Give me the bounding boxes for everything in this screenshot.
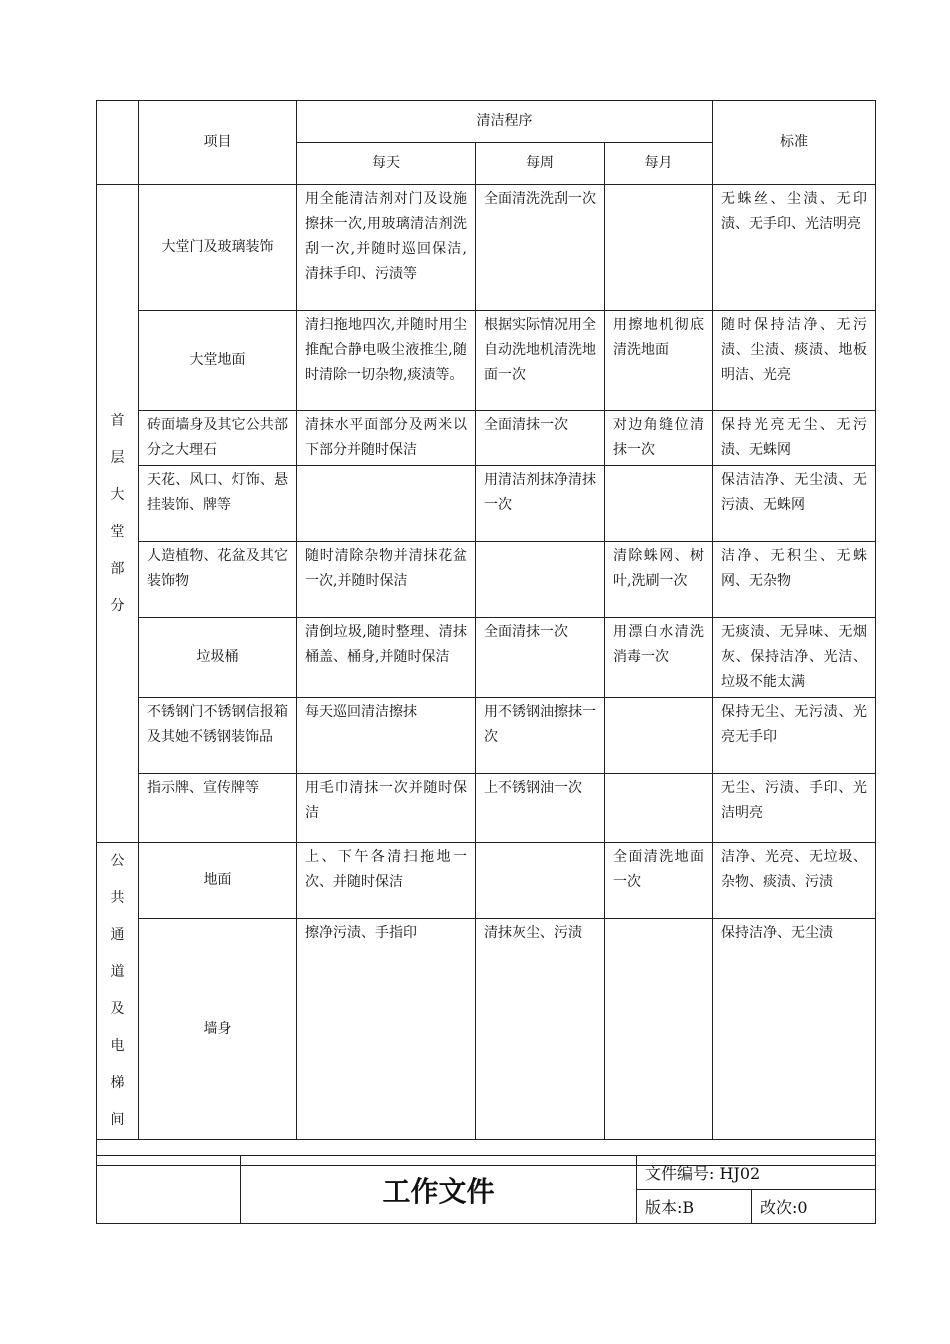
row-daily: 随时清除杂物并清抹花盆一次,并随时保洁 <box>297 542 476 618</box>
row-item: 砖面墙身及其它公共部分之大理石 <box>139 411 297 466</box>
row-daily: 擦净污渍、手指印 <box>297 919 476 1140</box>
row-item: 地面 <box>139 843 297 919</box>
row-monthly <box>605 466 713 542</box>
row-weekly: 全面清抹一次 <box>476 411 605 466</box>
row-daily: 清抹水平面部分及两米以下部分并随时保洁 <box>297 411 476 466</box>
row-standard: 无痰渍、无异味、无烟灰、保持洁净、光洁、垃圾不能太满 <box>713 618 876 698</box>
row-monthly: 全面清洗地面一次 <box>605 843 713 919</box>
header-daily: 每天 <box>297 143 476 185</box>
row-monthly <box>605 185 713 311</box>
document-footer <box>96 1155 876 1224</box>
row-monthly <box>605 919 713 1140</box>
row-monthly: 对边角缝位清抹一次 <box>605 411 713 466</box>
row-daily: 用毛巾清抹一次并随时保洁 <box>297 774 476 843</box>
row-weekly: 用清洁剂抹净清抹一次 <box>476 466 605 542</box>
row-monthly: 用擦地机彻底清洗地面 <box>605 311 713 411</box>
row-standard: 随时保持洁净、无污渍、尘渍、痰渍、地板明洁、光亮 <box>713 311 876 411</box>
row-item: 不锈钢门不锈钢信报箱及其她不锈钢装饰品 <box>139 698 297 774</box>
row-weekly: 全面清洗洗刮一次 <box>476 185 605 311</box>
footer-doc-number: 文件编号: HJ02 <box>637 1156 876 1190</box>
row-weekly: 上不锈钢油一次 <box>476 774 605 843</box>
row-item: 大堂门及玻璃装饰 <box>139 185 297 311</box>
row-weekly <box>476 542 605 618</box>
row-standard: 洁净、无积尘、无蛛网、无杂物 <box>713 542 876 618</box>
row-standard: 保持无尘、无污渍、光亮无手印 <box>713 698 876 774</box>
header-procedure: 清洁程序 <box>297 101 713 143</box>
header-weekly: 每周 <box>476 143 605 185</box>
row-standard: 保持洁净、无尘渍 <box>713 919 876 1140</box>
row-monthly: 清除蛛网、树叶,洗刷一次 <box>605 542 713 618</box>
header-monthly: 每月 <box>605 143 713 185</box>
footer-logo-cell <box>97 1156 241 1224</box>
row-weekly <box>476 843 605 919</box>
section-label-lobby: 首层大堂部分 <box>97 185 139 843</box>
row-item: 墙身 <box>139 919 297 1140</box>
row-monthly <box>605 774 713 843</box>
row-daily: 用全能清洁剂对门及设施擦抹一次,用玻璃清洁剂洗刮一次,并随时巡回保洁,清抹手印、污渍等 <box>297 185 476 311</box>
row-monthly <box>605 698 713 774</box>
header-blank-cell <box>97 101 139 185</box>
row-item: 大堂地面 <box>139 311 297 411</box>
footer-version: 版本:B <box>637 1190 752 1224</box>
row-item: 垃圾桶 <box>139 618 297 698</box>
row-standard: 无尘、污渍、手印、光洁明亮 <box>713 774 876 843</box>
row-standard: 洁净、光亮、无垃圾、杂物、痰渍、污渍 <box>713 843 876 919</box>
footer-title: 工作文件 <box>241 1156 637 1224</box>
cleaning-schedule-table <box>96 100 876 1166</box>
header-standard: 标准 <box>713 101 876 185</box>
row-item: 人造植物、花盆及其它装饰物 <box>139 542 297 618</box>
section-label-corridor: 公共通道及电梯间 <box>97 843 139 1140</box>
row-monthly: 用漂白水清洗消毒一次 <box>605 618 713 698</box>
row-daily: 每天巡回清洁擦抹 <box>297 698 476 774</box>
row-weekly: 清抹灰尘、污渍 <box>476 919 605 1140</box>
row-standard: 无蛛丝、尘渍、无印渍、无手印、光洁明亮 <box>713 185 876 311</box>
row-weekly: 根据实际情况用全自动洗地机清洗地面一次 <box>476 311 605 411</box>
row-standard: 保持光亮无尘、无污渍、无蛛网 <box>713 411 876 466</box>
row-item: 指示牌、宣传牌等 <box>139 774 297 843</box>
row-item: 天花、风口、灯饰、悬挂装饰、牌等 <box>139 466 297 542</box>
row-weekly: 用不锈钢油擦抹一次 <box>476 698 605 774</box>
row-weekly: 全面清抹一次 <box>476 618 605 698</box>
header-item: 项目 <box>139 101 297 185</box>
footer-revision: 改次:0 <box>752 1190 876 1224</box>
row-daily: 清扫拖地四次,并随时用尘推配合静电吸尘液推尘,随时清除一切杂物,痰渍等。 <box>297 311 476 411</box>
row-daily: 上、下午各清扫拖地一次、并随时保洁 <box>297 843 476 919</box>
row-standard: 保洁洁净、无尘渍、无污渍、无蛛网 <box>713 466 876 542</box>
row-daily: 清倒垃圾,随时整理、清抹桶盖、桶身,并随时保洁 <box>297 618 476 698</box>
row-daily <box>297 466 476 542</box>
